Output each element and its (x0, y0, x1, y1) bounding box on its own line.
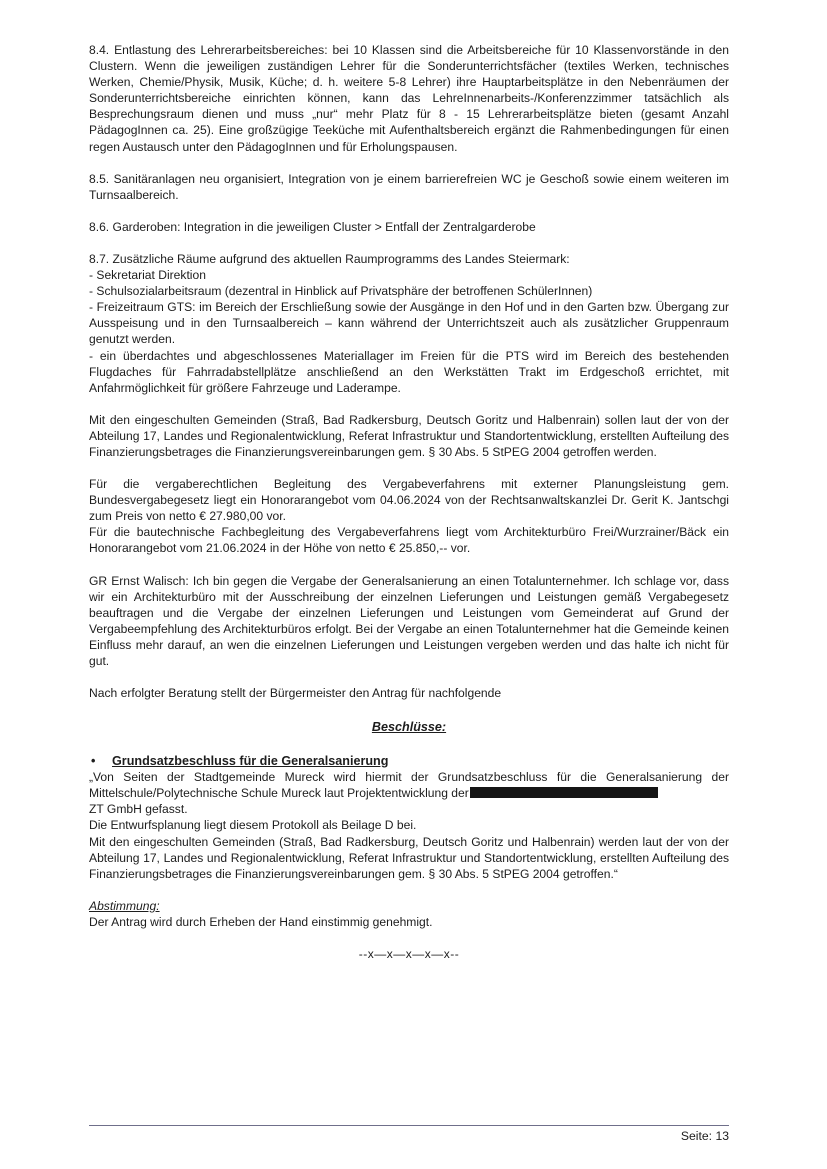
list-item: - Freizeitraum GTS: im Bereich der Erschließung sowie der Ausgänge in den Hof und in den Garten bzw. Übergang zur Ausspeisung und in den Turnsaalbereich – kann während der Unterrichtszeit auch als zusätzlicher Gruppenraum genutzt werden. (89, 300, 729, 347)
paragraph-8-5: 8.5. Sanitäranlagen neu organisiert, Integration von je einem barrierefreien WC je Geschoß sowie einem weiteren im Turnsaalbereich. (89, 171, 729, 202)
list-item: - Schulsozialarbeitsraum (dezentral in Hinblick auf Privatsphäre der betroffenen SchülerInnen) (89, 284, 593, 299)
bullet-icon: • (91, 754, 96, 769)
abstimmung-label (89, 898, 729, 914)
page-number: Seite: 13 (680, 1129, 729, 1143)
abstimmung-result: Der Antrag wird durch Erheben der Hand einstimmig genehmigt. (89, 914, 433, 929)
beschluss-quote-end: ZT GmbH gefasst. (89, 802, 188, 817)
redaction-bar (470, 787, 658, 798)
paragraph-8-7 (89, 251, 729, 396)
beschluss-quote (89, 769, 729, 801)
list-item: - ein überdachtes und abgeschlossenes Materiallager im Freien für die PTS wird im Bereich des bestehenden Flugdaches für Fahrradabstellplätze anschließend an den Werkstätten Trakt im Erdgeschoß errichtet, mit Anfahrmöglichkeit für größere Fahrzeuge und Laderampe. (89, 348, 729, 395)
paragraph-walisch-statement: GR Ernst Walisch: Ich bin gegen die Vergabe der Generalsanierung an einen Totalunternehmer. Ich schlage vor, dass wir ein Architekturbüro mit der Ausschreibung der einzelnen Lieferungen und Leistungen gemäß Vergabegesetz beauftragen und die Vergabe der einzelnen Lieferungen und Leistungen vom Gemeinderat auf Grund der Vergabeempfehlung des Architekturbüros erfolgt. Bei der Vergabe an einen Totalunternehmer hat die Gemeinde keinen Einfluss mehr darauf, an wen die einzelnen Lieferungen und Leistungen vergeben werden und das halte ich nicht für gut. (89, 573, 729, 668)
abstimmung-label-text: Abstimmung: (89, 898, 160, 913)
list-item: - Sekretariat Direktion (89, 268, 206, 283)
paragraph-gemeinden: Mit den eingeschulten Gemeinden (Straß, Bad Radkersburg, Deutsch Goritz und Halbenrain) sollen laut der von der Abteilung 17, Landes und Regionalentwicklung, Referat Infrastruktur und Standortentwicklung, erstellten Aufteilung des Finanzierungsbetrages die Finanzierungsvereinbarungen gem. § 30 Abs. 5 StPEG 2004 getroffen werden. (89, 412, 729, 459)
paragraph-vergabe-rechtlich: Für die vergaberechtlichen Begleitung des Vergabeverfahrens mit externer Planungsleistung gem. Bundesvergabegesetz liegt ein Honorarangebot vom 04.06.2024 von der Rechtsanwaltskanzlei Dr. Gerit K. Jantschgi zum Preis von netto € 27.980,00 vor. (89, 477, 729, 524)
paragraph-beratung: Nach erfolgter Beratung stellt der Bürgermeister den Antrag für nachfolgende (89, 686, 502, 701)
section-separator: --x—x—x—x—x-- (358, 947, 460, 962)
beschluss-title: Grundsatzbeschluss für die Generalsanierung (112, 754, 389, 769)
paragraph-vergabe-bautechnisch: Für die bautechnische Fachbegleitung des Vergabeverfahrens liegt vom Architekturbüro Frei/Wurzrainer/Bäck ein Honorarangebot vom 21.06.2024 in der Höhe von netto € 25.850,-- vor. (89, 525, 729, 556)
paragraph-8-6: 8.6. Garderoben: Integration in die jeweiligen Cluster > Entfall der Zentralgarderobe (89, 219, 536, 234)
beschluss-title-row (89, 753, 729, 769)
footer-divider (89, 1125, 729, 1126)
beschluesse-heading: Beschlüsse: (371, 720, 447, 735)
paragraph-8-4: 8.4. Entlastung des Lehrerarbeitsbereiches: bei 10 Klassen sind die Arbeitsbereiche für 10 Klassenvorstände in den Clustern. Wenn die jeweiligen zuständigen Lehrer für die Sonderunterrichtsfächer (textiles Werken, technisches Werken, Chemie/Physik, Musik, Küche; d. h. weitere 5-8 Lehrer) ihre Hauptarbeitsplätze in den Nebenräumen der Sonderunterrichtsbereiche einrichten können, kann das LehreInnenarbeits-/Konferenzzimmer tatsächlich als Besprechungsraum dienen und muss „nur“ mehr Platz für 8 - 15 Lehrerarbeitsplätze bieten (gesamt Anzahl PädagogInnen ca. 25). Eine großzügige Teeküche mit Aufenthaltsbereich ergänzt die Rahmenbedingungen für einen regen Austausch unter den PädagogInnen und für Erholungspausen. (89, 43, 729, 154)
document-page (89, 42, 729, 962)
beschluss-entwurf: Die Entwurfsplanung liegt diesem Protokoll als Beilage D bei. (89, 818, 417, 833)
beschluss-gemeinden: Mit den eingeschulten Gemeinden (Straß, Bad Radkersburg, Deutsch Goritz und Halbenrain) werden laut der von der Abteilung 17, Landes und Regionalentwicklung, Referat Infrastruktur und Standortentwicklung, erstellten Aufteilung des Finanzierungsbetrages die Finanzierungsvereinbarungen gem. § 30 Abs. 5 StPEG 2004 getroffen.“ (89, 834, 729, 881)
paragraph-8-7-intro: 8.7. Zusätzliche Räume aufgrund des aktuellen Raumprogramms des Landes Steiermark: (89, 251, 570, 266)
beschluss-quote-part1: „Von Seiten der Stadtgemeinde Mureck wird hiermit der Grundsatzbeschluss für die Generalsanierung der Mittelschule/Polytechnische Schule Mureck laut Projektentwicklung der (89, 770, 729, 801)
